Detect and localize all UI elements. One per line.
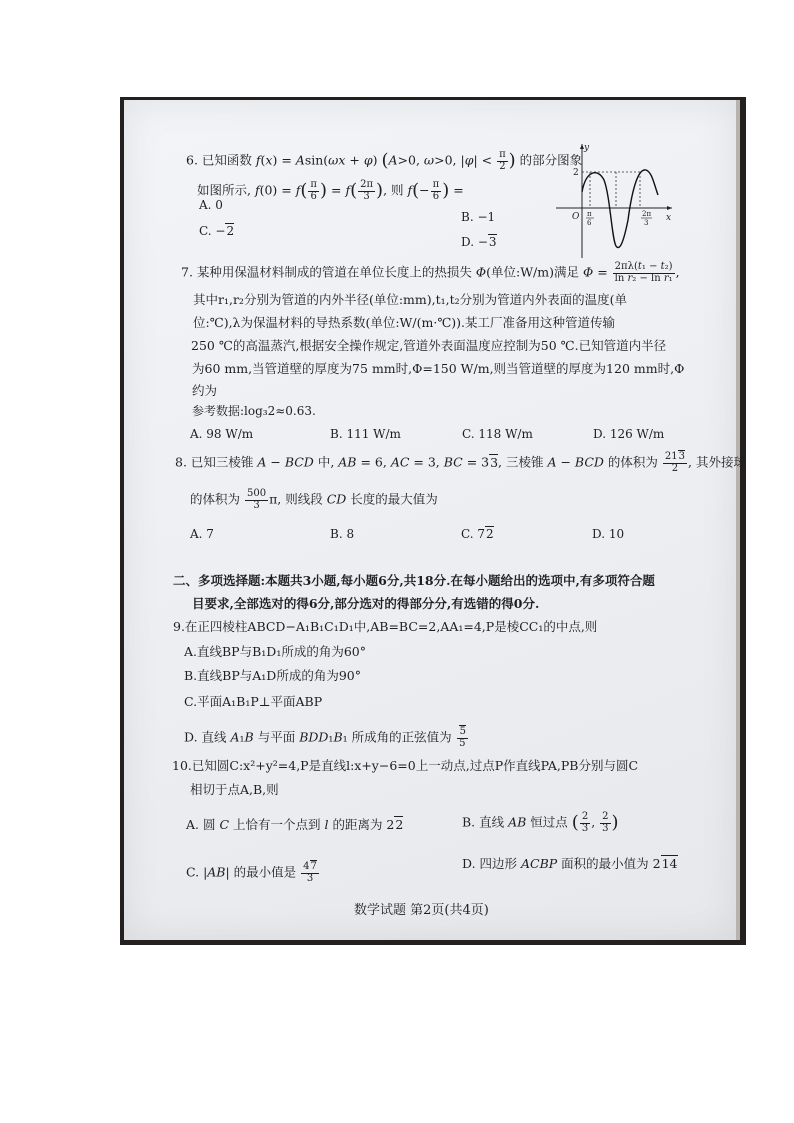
q10-line2: 相切于点A,B,则 (190, 782, 279, 797)
svg-text:3: 3 (644, 219, 649, 227)
q7-option-b: B. 111 W/m (330, 427, 401, 441)
q6-option-b: B. −1 (461, 210, 496, 224)
q8-line1: 8. 已知三棱锥 A − BCD 中, AB = 6, AC = 3, BC = 33, 三棱锥 A − BCD 的体积为 $\frac{213}{2}$ , 其外接球 (175, 451, 746, 474)
q10-option-a: A. 圆 C 上恰有一个点到 l 的距离为 22 (186, 817, 404, 832)
q7-line2: 其中r₁,r₂分别为管道的内外半径(单位:mm),t₁,t₂分别为管道内外表面的温度(单 (193, 292, 628, 307)
graph-peak-label: 2 (573, 168, 579, 178)
q6-option-d: D. −3 (461, 235, 497, 249)
section2-line1: 二、多项选择题:本题共3小题,每小题6分,共18分.在每小题给出的选项中,有多项符合题 (173, 573, 655, 588)
q8-option-d: D. 10 (592, 527, 625, 541)
section2-line2: 目要求,全部选对的得6分,部分选对的得部分分,有选错的得0分. (192, 596, 540, 611)
q6-line2: 如图所示, f(0) = f( $\frac{\pi}{6}$ ) = f( $\frac{2\pi}{3}$ ), 则 f(− $\frac{\pi}{6}$ ) = (197, 179, 464, 202)
q8-option-a: A. 7 (190, 527, 214, 541)
svg-text:6: 6 (587, 219, 592, 227)
q7-option-c: C. 118 W/m (462, 427, 533, 441)
graph-x-label: x (666, 213, 672, 223)
graph-y-label: y (584, 143, 590, 153)
q7-line4: 250 ℃的高温蒸汽,根据安全操作规定,管道外表面温度应控制为50 ℃.已知管道内半径 (191, 338, 667, 353)
page-footer: 数学试题 第2页(共4页) (354, 903, 489, 918)
q7-line6: 约为 (192, 383, 218, 398)
q10-option-c: C. |AB| 的最小值是 $\frac{47}{3}$ (186, 861, 317, 884)
q8-option-b: B. 8 (330, 527, 355, 541)
svg-text:2π: 2π (642, 210, 652, 218)
q6-option-a: A. 0 (199, 198, 223, 212)
q10-line1: 10.已知圆C:x²+y²=4,P是直线l:x+y−6=0上一动点,过点P作直线PA,PB分别与圆C (172, 758, 639, 773)
graph-origin-label: O (572, 212, 580, 222)
q10-option-d: D. 四边形 ACBP 面积的最小值为 214 (462, 856, 678, 871)
q6-option-c: C. −2 (199, 224, 235, 238)
svg-text:π: π (587, 210, 592, 218)
q7-line3: 位:℃),λ为保温材料的导热系数(单位:W/(m·℃)).某工厂准备用这种管道传输 (193, 315, 616, 330)
q9-option-c: C.平面A₁B₁P⊥平面ABP (184, 694, 323, 709)
q8-option-c: C. 72 (461, 527, 494, 541)
q7-line1: 7. 某种用保温材料制成的管道在单位长度上的热损失 Φ(单位:W/m)满足 Φ = $\frac{\text{2πλ(t₁ − t₂)}}{\text{ln r₂ − ln r₁}}$ , (181, 261, 680, 284)
q7-option-d: D. 126 W/m (593, 427, 665, 441)
q6-stem: 6. 已知函数 f(x) = Asin(ωx + φ) (A>0, ω>0, |φ| < $\frac{\pi}{2}$ ) 的部分图象 (186, 149, 583, 172)
q9-option-b: B.直线BP与A₁D所成的角为90° (184, 668, 361, 683)
q7-line5: 为60 mm,当管道壁的厚度为75 mm时,Φ=150 W/m,则当管道壁的厚度为120 mm时,Φ (192, 361, 685, 376)
q9-option-d: D. 直线 A₁B 与平面 BDD₁B₁ 所成角的正弦值为 $\frac{5}{5}$ (184, 726, 466, 749)
q9-option-a: A.直线BP与B₁D₁所成的角为60° (184, 644, 366, 659)
q9-stem: 9.在正四棱柱ABCD−A₁B₁C₁D₁中,AB=BC=2,AA₁=4,P是棱CC₁的中点,则 (173, 619, 598, 634)
q8-line2: 的体积为 $\frac{500}{3}$ π, 则线段 CD 长度的最大值为 (190, 488, 438, 511)
q7-reference: 参考数据:log₃2≈0.63. (192, 404, 316, 418)
q10-option-b: B. 直线 AB 恒过点 ( $\frac{2}{3}$ , $\frac{2}{3}$ ) (462, 811, 619, 834)
q7-option-a: A. 98 W/m (190, 427, 254, 441)
sine-graph (554, 140, 674, 260)
